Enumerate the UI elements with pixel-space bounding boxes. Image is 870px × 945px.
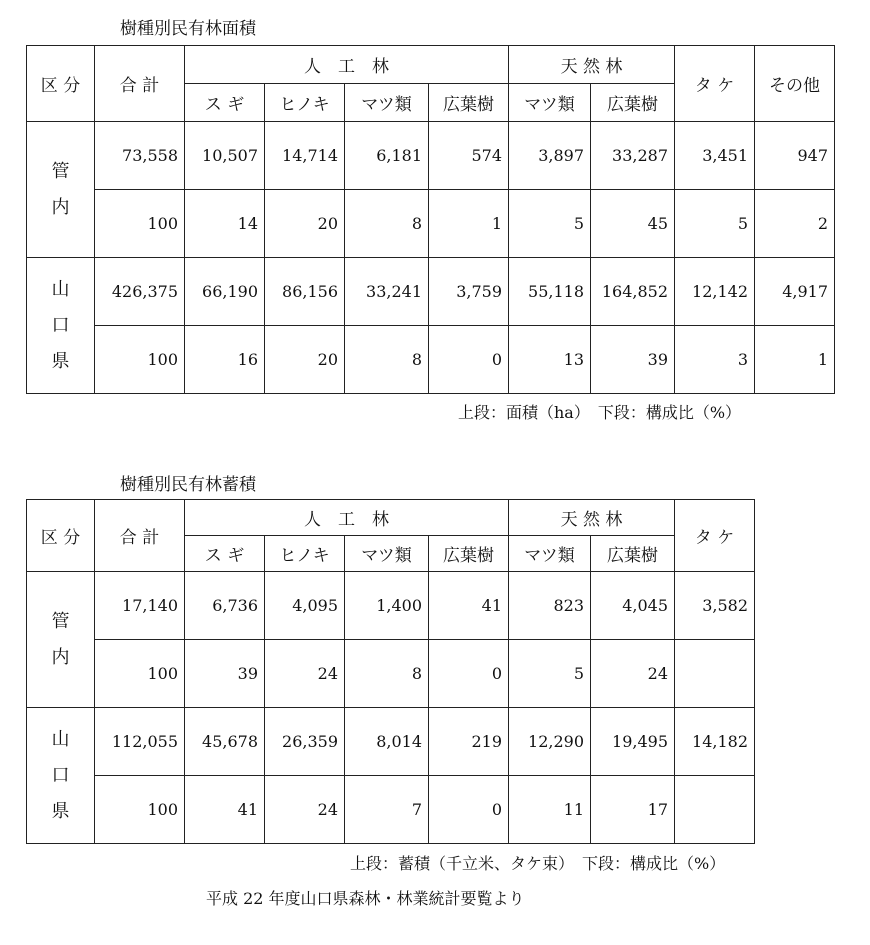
cell: 45 [591, 190, 675, 258]
header-total: 合 計 [95, 500, 185, 572]
cell: 8 [345, 326, 429, 394]
header-hinoki: ヒノキ [265, 84, 345, 122]
cell: 24 [265, 776, 345, 844]
header-take: タ ケ [675, 46, 755, 122]
cell: 3,897 [509, 122, 591, 190]
cell: 3 [675, 326, 755, 394]
cell: 4,045 [591, 572, 675, 640]
header-other: その他 [755, 46, 835, 122]
cell: 8,014 [345, 708, 429, 776]
table-row [27, 776, 755, 844]
table-row [27, 326, 835, 394]
cell: 5 [675, 190, 755, 258]
cell: 4,095 [265, 572, 345, 640]
header-tennen-koyoju: 広葉樹 [591, 84, 675, 122]
cell: 0 [429, 326, 509, 394]
header-kubun: 区 分 [27, 500, 95, 572]
cell: 3,582 [675, 572, 755, 640]
row-label-yamaguchi: 山 口 県 [27, 258, 95, 394]
cell: 41 [185, 776, 265, 844]
cell: 0 [429, 640, 509, 708]
header-matsu: マツ類 [345, 84, 429, 122]
cell: 574 [429, 122, 509, 190]
table-row [27, 708, 755, 776]
cell: 164,852 [591, 258, 675, 326]
header-take: タ ケ [675, 500, 755, 572]
cell: 5 [509, 190, 591, 258]
header-tennen-koyoju: 広葉樹 [591, 536, 675, 572]
cell: 14,182 [675, 708, 755, 776]
cell: 33,241 [345, 258, 429, 326]
cell: 17 [591, 776, 675, 844]
cell: 4,917 [755, 258, 835, 326]
cell: 41 [429, 572, 509, 640]
cell: 823 [509, 572, 591, 640]
header-koyoju: 広葉樹 [429, 536, 509, 572]
cell: 24 [265, 640, 345, 708]
cell: 3,451 [675, 122, 755, 190]
cell: 39 [185, 640, 265, 708]
cell: 33,287 [591, 122, 675, 190]
header-tennen: 天 然 林 [509, 500, 675, 536]
row-label-yamaguchi: 山 口 県 [27, 708, 95, 844]
header-jinko: 人 工 林 [185, 500, 509, 536]
header-sugi: ス ギ [185, 536, 265, 572]
cell: 1,400 [345, 572, 429, 640]
table-row [27, 258, 835, 326]
table2-note: 上段：蓄積（千立米、タケ束） 下段：構成比（%） [350, 854, 726, 873]
table1-note: 上段：面積（ha） 下段：構成比（%） [458, 403, 742, 422]
cell [675, 776, 755, 844]
forest-volume-table [26, 499, 755, 844]
cell: 14 [185, 190, 265, 258]
header-total: 合 計 [95, 46, 185, 122]
header-jinko: 人 工 林 [185, 46, 509, 84]
header-tennen-matsu: マツ類 [509, 84, 591, 122]
cell: 45,678 [185, 708, 265, 776]
cell: 17,140 [95, 572, 185, 640]
cell: 2 [755, 190, 835, 258]
cell: 55,118 [509, 258, 591, 326]
cell: 20 [265, 326, 345, 394]
cell: 16 [185, 326, 265, 394]
cell: 3,759 [429, 258, 509, 326]
cell: 112,055 [95, 708, 185, 776]
cell: 100 [95, 776, 185, 844]
cell: 100 [95, 640, 185, 708]
cell: 6,181 [345, 122, 429, 190]
header-tennen-matsu: マツ類 [509, 536, 591, 572]
table1-title: 樹種別民有林面積 [120, 19, 256, 39]
cell: 100 [95, 190, 185, 258]
cell: 10,507 [185, 122, 265, 190]
cell: 73,558 [95, 122, 185, 190]
cell: 11 [509, 776, 591, 844]
table2-title: 樹種別民有林蓄積 [120, 475, 256, 495]
cell: 66,190 [185, 258, 265, 326]
header-sugi: ス ギ [185, 84, 265, 122]
cell: 14,714 [265, 122, 345, 190]
table-row [27, 572, 755, 640]
cell: 1 [429, 190, 509, 258]
cell: 13 [509, 326, 591, 394]
cell: 24 [591, 640, 675, 708]
table-row [27, 640, 755, 708]
cell: 19,495 [591, 708, 675, 776]
cell: 1 [755, 326, 835, 394]
cell: 12,142 [675, 258, 755, 326]
cell: 0 [429, 776, 509, 844]
cell: 219 [429, 708, 509, 776]
forest-area-table [26, 45, 835, 394]
cell: 12,290 [509, 708, 591, 776]
header-matsu: マツ類 [345, 536, 429, 572]
cell: 947 [755, 122, 835, 190]
row-label-kannai: 管 内 [27, 122, 95, 258]
cell: 8 [345, 640, 429, 708]
cell: 20 [265, 190, 345, 258]
table-row [27, 122, 835, 190]
cell: 5 [509, 640, 591, 708]
cell: 86,156 [265, 258, 345, 326]
cell: 100 [95, 326, 185, 394]
cell: 39 [591, 326, 675, 394]
cell [675, 640, 755, 708]
header-koyoju: 広葉樹 [429, 84, 509, 122]
source-note: 平成 22 年度山口県森林・林業統計要覧より [206, 889, 525, 908]
cell: 26,359 [265, 708, 345, 776]
cell: 7 [345, 776, 429, 844]
table-row [27, 190, 835, 258]
header-tennen: 天 然 林 [509, 46, 675, 84]
cell: 8 [345, 190, 429, 258]
header-kubun: 区 分 [27, 46, 95, 122]
row-label-kannai: 管 内 [27, 572, 95, 708]
cell: 426,375 [95, 258, 185, 326]
cell: 6,736 [185, 572, 265, 640]
header-hinoki: ヒノキ [265, 536, 345, 572]
